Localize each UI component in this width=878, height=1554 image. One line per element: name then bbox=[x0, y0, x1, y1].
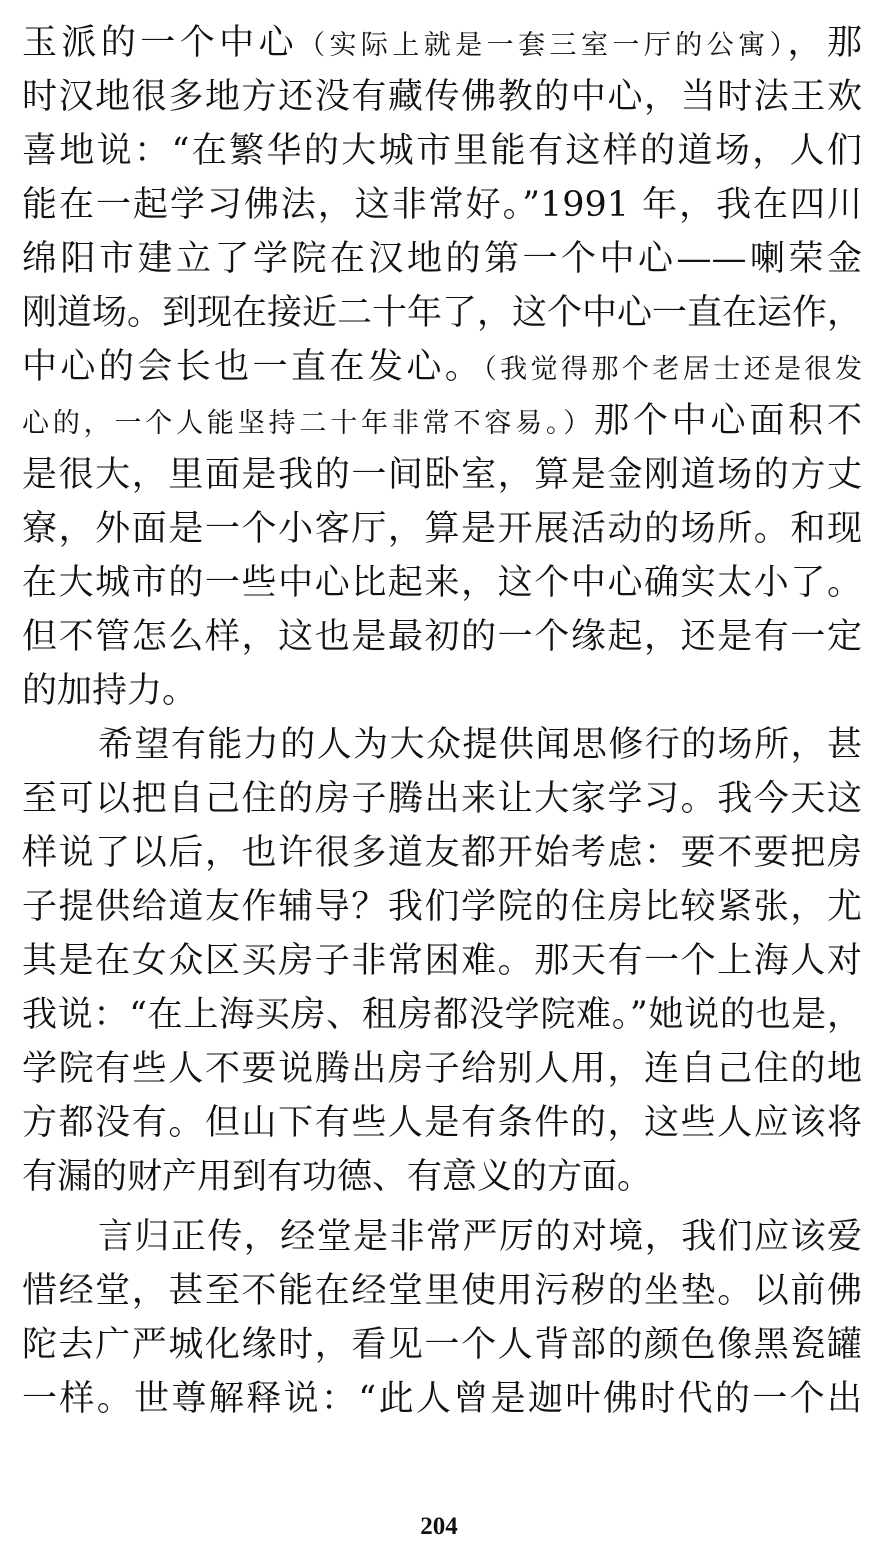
text-line-9: 是很大，里面是我的一间卧室，算是金刚道场的方丈 bbox=[22, 455, 862, 495]
text-line-10: 寮，外面是一个小客厅，算是开展活动的场所。和现 bbox=[22, 509, 862, 549]
text-line-11: 在大城市的一些中心比起来，这个中心确实太小了。 bbox=[22, 563, 862, 603]
text-line-2: 时汉地很多地方还没有藏传佛教的中心，当时法王欢 bbox=[22, 77, 862, 117]
text-line-13: 的加持力。 bbox=[22, 671, 198, 711]
parenthetical-note: （我觉得那个老居士还是很发 bbox=[483, 354, 862, 385]
text-line-24: 惜经堂，甚至不能在经堂里使用污秽的坐垫。以前佛 bbox=[22, 1271, 862, 1311]
text-line-6: 刚道场。到现在接近二十年了，这个中心一直在运作， bbox=[22, 293, 863, 333]
text-line-20: 学院有些人不要说腾出房子给别人用，连自己住的地 bbox=[22, 1049, 862, 1089]
text-line-16: 样说了以后，也许很多道友都开始考虑：要不要把房 bbox=[22, 833, 862, 873]
text-line-18: 其是在女众区买房子非常困难。那天有一个上海人对 bbox=[22, 941, 862, 981]
text-segment: 那个中心面积不 bbox=[594, 401, 862, 441]
text-segment: 玉派的一个中心 bbox=[22, 23, 299, 63]
text-line-23: 言归正传，经堂是非常严厉的对境，我们应该爱 bbox=[98, 1217, 862, 1257]
text-line-21: 方都没有。但山下有些人是有条件的，这些人应该将 bbox=[22, 1103, 862, 1143]
text-line-8 bbox=[22, 394, 862, 448]
parenthetical-note: （实际上就是一套三室一厅的公寓） bbox=[298, 30, 788, 61]
text-line-4: 能在一起学习佛法，这非常好。”1991 年，我在四川 bbox=[22, 185, 862, 225]
parenthetical-note: 心的，一个人能坚持二十年非常不容易。） bbox=[22, 408, 595, 439]
text-segment: ，那 bbox=[787, 23, 862, 63]
text-line-12: 但不管怎么样，这也是最初的一个缘起，还是有一定 bbox=[22, 617, 862, 657]
text-line-1 bbox=[22, 16, 862, 70]
text-line-17: 子提供给道友作辅导？我们学院的住房比较紧张，尤 bbox=[22, 887, 862, 927]
text-line-22: 有漏的财产用到有功德、有意义的方面。 bbox=[22, 1157, 653, 1197]
text-line-14: 希望有能力的人为大众提供闻思修行的场所，甚 bbox=[98, 725, 862, 765]
text-line-19: 我说：“在上海买房、租房都没学院难。”她说的也是， bbox=[22, 995, 862, 1035]
text-line-7 bbox=[22, 340, 862, 394]
text-line-15: 至可以把自己住的房子腾出来让大家学习。我今天这 bbox=[22, 779, 862, 819]
text-line-5: 绵阳市建立了学院在汉地的第一个中心——喇荣金 bbox=[22, 239, 862, 279]
text-line-25: 陀去广严城化缘时，看见一个人背部的颜色像黑瓷罐 bbox=[22, 1325, 862, 1365]
text-line-3: 喜地说：“在繁华的大城市里能有这样的道场，人们 bbox=[22, 131, 862, 171]
page-number: 204 bbox=[420, 1513, 458, 1540]
text-segment: 中心的会长也一直在发心。 bbox=[22, 347, 484, 387]
text-line-26: 一样。世尊解释说：“此人曾是迦叶佛时代的一个出 bbox=[22, 1379, 862, 1419]
